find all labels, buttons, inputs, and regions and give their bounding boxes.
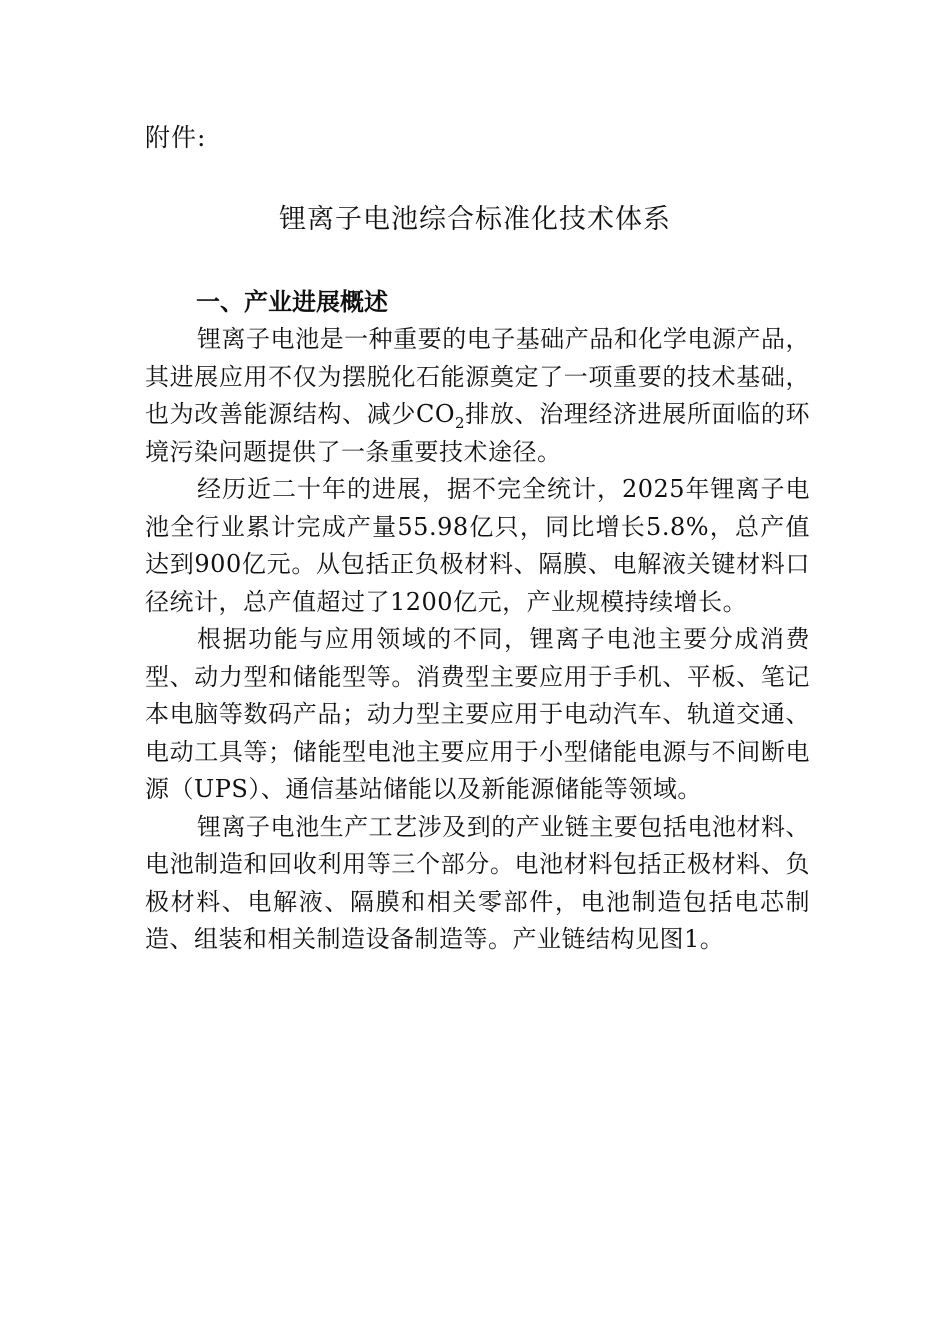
paragraph-industry-chain: 锂离子电池生产工艺涉及到的产业链主要包括电池材料、电池制造和回收利用等三个部分。电池材料包括正极材料、负极材料、电解液、隔膜和相关零部件，电池制造包括电芯制造、组装和相关制造设备制造等。产业链结构见图1。 [145, 812, 810, 953]
body-text [145, 321, 810, 959]
subscript-2: 2 [455, 413, 466, 432]
paragraph-intro [145, 321, 810, 471]
paragraph-classification: 根据功能与应用领域的不同，锂离子电池主要分成消费型、动力型和储能型等。消费型主要应用于手机、平板、笔记本电脑等数码产品；动力型主要应用于电动汽车、轨道交通、电动工具等；储能型电池主要应用于小型储能电源与不间断电源（UPS）、通信基站储能以及新能源储能等领域。 [145, 625, 810, 803]
paragraph-intro-text-b: 排放、治理经济进展所面临的环境污染问题提供了一条重要技术途径。 [145, 400, 811, 466]
paragraph-statistics: 经历近二十年的进展，据不完全统计，2025年锂离子电池全行业累计完成产量55.98亿只，同比增长5.8%，总产值达到900亿元。从包括正负极材料、隔膜、电解液关键材料口径统计，总产值超过了1200亿元，产业规模持续增长。 [145, 475, 810, 616]
document-title: 锂离子电池综合标准化技术体系 [279, 204, 671, 235]
attachment-label: 附件: [145, 123, 207, 152]
paragraph-intro-text-a: 锂离子电池是一种重要的电子基础产品和化学电源产品，其进展应用不仅为摆脱化石能源奠定了一项重要的技术基础，也为改善能源结构、减少CO [145, 325, 810, 428]
section-heading: 一、产业进展概述 [196, 288, 388, 316]
